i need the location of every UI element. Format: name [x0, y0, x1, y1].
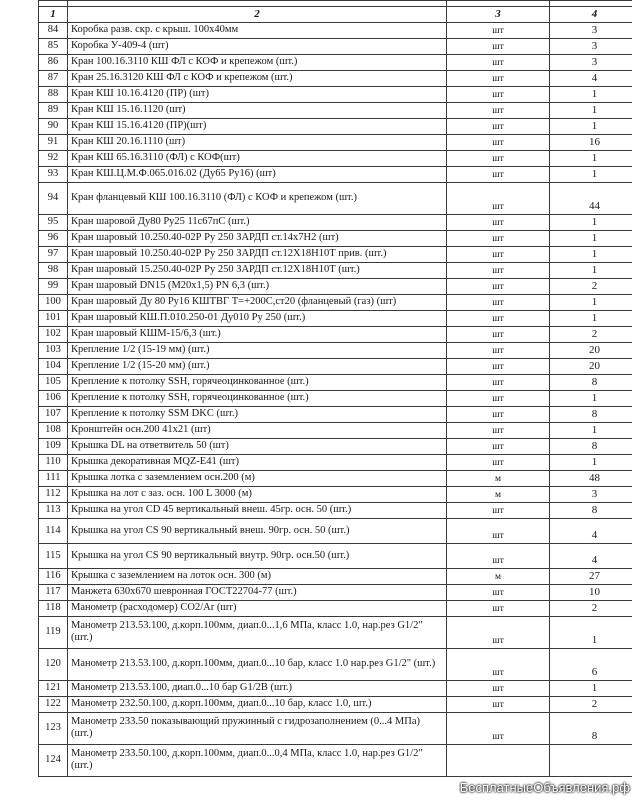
item-unit: шт: [447, 38, 550, 54]
row-number: 102: [39, 326, 68, 342]
row-number: 88: [39, 86, 68, 102]
item-name: Коробка У-409-4 (шт): [68, 38, 447, 54]
table-row: [39, 294, 633, 310]
item-quantity: 8: [550, 438, 633, 454]
item-name: Кран КШ 10.16.4120 (ПР) (шт): [68, 86, 447, 102]
item-quantity: 2: [550, 326, 633, 342]
item-quantity: 16: [550, 134, 633, 150]
table-row: [39, 342, 633, 358]
column-number-header-row: [39, 7, 633, 23]
item-unit: [447, 744, 550, 776]
table-row: [39, 22, 633, 38]
item-unit: шт: [447, 648, 550, 680]
item-name: Крышка лотка с заземлением осн.200 (м): [68, 470, 447, 486]
item-name: Кран шаровый Ду 80 Ру16 КШТВГ Т=+200С,ст20 (фланцевый (газ) (шт): [68, 294, 447, 310]
item-unit: шт: [447, 406, 550, 422]
item-name: Кран КШ 15.16.4120 (ПР)(шт): [68, 118, 447, 134]
item-unit: м: [447, 568, 550, 584]
table-row: [39, 680, 633, 696]
table-row: [39, 600, 633, 616]
item-quantity: 20: [550, 342, 633, 358]
item-name: Манометр 213.53.100, д.корп.100мм, диап.0...1,6 МПа, класс 1.0, нар.рез G1/2" (шт.): [68, 616, 447, 648]
row-number: 97: [39, 246, 68, 262]
site-watermark: БесплатныеОбъявления.рф: [456, 779, 634, 796]
item-quantity: [550, 744, 633, 776]
row-number: 119: [39, 616, 68, 648]
item-unit: шт: [447, 680, 550, 696]
table-row: [39, 616, 633, 648]
item-quantity: 8: [550, 374, 633, 390]
item-name: Крышка на лот с заз. осн. 100 L 3000 (м): [68, 486, 447, 502]
table-row: [39, 438, 633, 454]
item-name: Крепление к потолку SSH, горячеоцинкованное (шт.): [68, 374, 447, 390]
table-row: [39, 543, 633, 568]
item-quantity: 4: [550, 70, 633, 86]
table-row: [39, 502, 633, 518]
item-quantity: 4: [550, 518, 633, 543]
row-number: 85: [39, 38, 68, 54]
item-name: Манометр 213.53.100, диап.0...10 бар G1/2В (шт.): [68, 680, 447, 696]
item-unit: шт: [447, 696, 550, 712]
item-name: Кран шаровой Ду80 Ру25 11с67пС (шт.): [68, 214, 447, 230]
item-quantity: 6: [550, 648, 633, 680]
table-row: [39, 406, 633, 422]
item-name: Кран шаровый КШМ-15/6,3 (шт.): [68, 326, 447, 342]
table-row: [39, 744, 633, 776]
item-unit: шт: [447, 358, 550, 374]
table-row: [39, 150, 633, 166]
row-number: 95: [39, 214, 68, 230]
table-row: [39, 182, 633, 214]
row-number: 92: [39, 150, 68, 166]
item-name: Манометр (расходомер) CO2/Ar (шт): [68, 600, 447, 616]
specification-table: [38, 0, 632, 777]
item-unit: шт: [447, 262, 550, 278]
item-unit: шт: [447, 543, 550, 568]
table-row: [39, 584, 633, 600]
item-quantity: 1: [550, 262, 633, 278]
specification-sheet: [38, 0, 632, 800]
column-header-1: 1: [39, 7, 68, 23]
item-name: Манометр 232.50.100, д.корп.100мм, диап.0...10 бар, класс 1.0, шт.): [68, 696, 447, 712]
item-quantity: 1: [550, 86, 633, 102]
item-name: Кран шаровый 10.250.40-02Р Ру 250 ЗАРДП ст.14х7Н2 (шт): [68, 230, 447, 246]
table-row: [39, 134, 633, 150]
table-row: [39, 696, 633, 712]
item-unit: шт: [447, 22, 550, 38]
table-row: [39, 470, 633, 486]
item-unit: шт: [447, 294, 550, 310]
table-row: [39, 230, 633, 246]
item-name: Кран 25.16.3120 КШ ФЛ с КОФ и крепежом (шт.): [68, 70, 447, 86]
item-name: Кран КШ 15.16.1120 (шт): [68, 102, 447, 118]
row-number: 113: [39, 502, 68, 518]
table-row: [39, 38, 633, 54]
table-row: [39, 518, 633, 543]
item-unit: шт: [447, 54, 550, 70]
item-quantity: 3: [550, 54, 633, 70]
item-unit: шт: [447, 230, 550, 246]
table-row: [39, 246, 633, 262]
row-number: 115: [39, 543, 68, 568]
row-number: 121: [39, 680, 68, 696]
item-name: Коробка разв. скр. с крыш. 100х40мм: [68, 22, 447, 38]
item-name: Крепление 1/2 (15-19 мм) (шт.): [68, 342, 447, 358]
table-row: [39, 648, 633, 680]
item-quantity: 3: [550, 486, 633, 502]
item-quantity: 1: [550, 454, 633, 470]
item-unit: шт: [447, 712, 550, 744]
row-number: 86: [39, 54, 68, 70]
item-quantity: 1: [550, 680, 633, 696]
table-row: [39, 358, 633, 374]
item-unit: шт: [447, 342, 550, 358]
item-unit: шт: [447, 278, 550, 294]
column-header-3: 3: [447, 7, 550, 23]
table-row: [39, 568, 633, 584]
table-row: [39, 390, 633, 406]
table-row: [39, 422, 633, 438]
row-number: 100: [39, 294, 68, 310]
row-number: 87: [39, 70, 68, 86]
item-unit: м: [447, 470, 550, 486]
row-number: 106: [39, 390, 68, 406]
item-unit: шт: [447, 600, 550, 616]
item-name: Манометр 233.50.100, д.корп.100мм, диап.0...0,4 МПа, класс 1.0, нар.рез G1/2" (шт.): [68, 744, 447, 776]
item-unit: шт: [447, 150, 550, 166]
table-row: [39, 486, 633, 502]
item-quantity: 8: [550, 502, 633, 518]
item-unit: шт: [447, 326, 550, 342]
row-number: 123: [39, 712, 68, 744]
item-quantity: 1: [550, 214, 633, 230]
row-number: 117: [39, 584, 68, 600]
item-unit: шт: [447, 616, 550, 648]
item-quantity: 27: [550, 568, 633, 584]
item-unit: шт: [447, 102, 550, 118]
item-quantity: 1: [550, 294, 633, 310]
item-unit: шт: [447, 584, 550, 600]
item-unit: шт: [447, 166, 550, 182]
row-number: 99: [39, 278, 68, 294]
table-row: [39, 102, 633, 118]
item-name: Кран КШ 20.16.1110 (шт): [68, 134, 447, 150]
item-name: Кран шаровый КШ.П.010.250-01 Ду010 Ру 250 (шт.): [68, 310, 447, 326]
item-name: Крепление к потолку SSH, горячеоцинкованное (шт.): [68, 390, 447, 406]
item-quantity: 2: [550, 696, 633, 712]
table-row: [39, 118, 633, 134]
table-row: [39, 54, 633, 70]
row-number: 93: [39, 166, 68, 182]
table-row: [39, 86, 633, 102]
row-number: 96: [39, 230, 68, 246]
item-quantity: 1: [550, 102, 633, 118]
item-unit: шт: [447, 118, 550, 134]
table-row: [39, 278, 633, 294]
item-quantity: 2: [550, 600, 633, 616]
row-number: 116: [39, 568, 68, 584]
item-quantity: 1: [550, 118, 633, 134]
item-name: Крышка на угол CD 45 вертикальный внеш. 45гр. осн. 50 (шт.): [68, 502, 447, 518]
item-name: Крепление 1/2 (15-20 мм) (шт.): [68, 358, 447, 374]
item-unit: шт: [447, 422, 550, 438]
row-number: 112: [39, 486, 68, 502]
item-unit: м: [447, 486, 550, 502]
item-quantity: 10: [550, 584, 633, 600]
row-number: 90: [39, 118, 68, 134]
table-row: [39, 326, 633, 342]
row-number: 118: [39, 600, 68, 616]
item-quantity: 8: [550, 712, 633, 744]
row-number: 105: [39, 374, 68, 390]
item-quantity: 1: [550, 390, 633, 406]
table-row: [39, 454, 633, 470]
row-number: 84: [39, 22, 68, 38]
item-unit: шт: [447, 134, 550, 150]
item-unit: шт: [447, 502, 550, 518]
item-name: Крышка на угол CS 90 вертикальный внутр. 90гр. осн.50 (шт.): [68, 543, 447, 568]
table-row: [39, 262, 633, 278]
item-unit: шт: [447, 246, 550, 262]
column-header-4: 4: [550, 7, 633, 23]
row-number: 122: [39, 696, 68, 712]
item-name: Крышка с заземлением на лоток осн. 300 (м): [68, 568, 447, 584]
item-unit: шт: [447, 518, 550, 543]
table-row: [39, 166, 633, 182]
table-row: [39, 374, 633, 390]
table-row: [39, 712, 633, 744]
item-name: Кран шаровый 15.250.40-02Р Ру 250 ЗАРДП ст.12Х18Н10Т (шт.): [68, 262, 447, 278]
row-number: 103: [39, 342, 68, 358]
row-number: 109: [39, 438, 68, 454]
table-row: [39, 310, 633, 326]
item-name: Кронштейн осн.200 41х21 (шт): [68, 422, 447, 438]
item-quantity: 8: [550, 406, 633, 422]
item-quantity: 4: [550, 543, 633, 568]
row-number: 107: [39, 406, 68, 422]
row-number: 101: [39, 310, 68, 326]
item-name: Манометр 213.53.100, д.корп.100мм, диап.0...10 бар, класс 1.0 нар.рез G1/2" (шт.): [68, 648, 447, 680]
item-name: Кран шаровый 10.250.40-02Р Ру 250 ЗАРДП ст.12Х18Н10Т прив. (шт.): [68, 246, 447, 262]
row-number: 108: [39, 422, 68, 438]
column-header-2: 2: [68, 7, 447, 23]
item-name: Крышка на угол CS 90 вертикальный внеш. 90гр. осн. 50 (шт.): [68, 518, 447, 543]
table-row: [39, 70, 633, 86]
item-name: Кран шаровый DN15 (М20х1,5) PN 6,3 (шт.): [68, 278, 447, 294]
row-number: 98: [39, 262, 68, 278]
item-name: Манометр 233.50 показывающий пружинный с гидрозаполнением (0...4 МПа) (шт.): [68, 712, 447, 744]
row-number: 120: [39, 648, 68, 680]
item-name: Кран КШ 65.16.3110 (ФЛ) с КОФ(шт): [68, 150, 447, 166]
item-name: Крышка декоративная MQZ-E41 (шт): [68, 454, 447, 470]
item-unit: шт: [447, 70, 550, 86]
table-row: [39, 214, 633, 230]
item-name: Манжета 630х670 шевронная ГОСТ22704-77 (шт.): [68, 584, 447, 600]
item-name: Кран КШ.Ц.М.Ф.065.016.02 (Ду65 Ру16) (шт): [68, 166, 447, 182]
row-number: 124: [39, 744, 68, 776]
item-name: Крепление к потолку SSM DKC (шт.): [68, 406, 447, 422]
item-unit: шт: [447, 374, 550, 390]
row-number: 104: [39, 358, 68, 374]
item-quantity: 2: [550, 278, 633, 294]
item-unit: шт: [447, 438, 550, 454]
item-name: Крышка DL на ответвитель 50 (шт): [68, 438, 447, 454]
item-unit: шт: [447, 214, 550, 230]
item-quantity: 44: [550, 182, 633, 214]
item-unit: шт: [447, 454, 550, 470]
item-unit: шт: [447, 86, 550, 102]
item-quantity: 3: [550, 38, 633, 54]
item-quantity: 1: [550, 310, 633, 326]
item-name: Кран фланцевый КШ 100.16.3110 (ФЛ) с КОФ и крепежом (шт.): [68, 182, 447, 214]
item-quantity: 1: [550, 616, 633, 648]
item-quantity: 1: [550, 422, 633, 438]
item-quantity: 3: [550, 22, 633, 38]
row-number: 89: [39, 102, 68, 118]
item-quantity: 1: [550, 230, 633, 246]
item-unit: шт: [447, 182, 550, 214]
item-quantity: 20: [550, 358, 633, 374]
item-quantity: 1: [550, 246, 633, 262]
row-number: 114: [39, 518, 68, 543]
row-number: 91: [39, 134, 68, 150]
row-number: 94: [39, 182, 68, 214]
item-name: Кран 100.16.3110 КШ ФЛ с КОФ и крепежом (шт.): [68, 54, 447, 70]
item-unit: шт: [447, 390, 550, 406]
item-unit: шт: [447, 310, 550, 326]
item-quantity: 1: [550, 150, 633, 166]
item-quantity: 48: [550, 470, 633, 486]
item-quantity: 1: [550, 166, 633, 182]
row-number: 111: [39, 470, 68, 486]
row-number: 110: [39, 454, 68, 470]
